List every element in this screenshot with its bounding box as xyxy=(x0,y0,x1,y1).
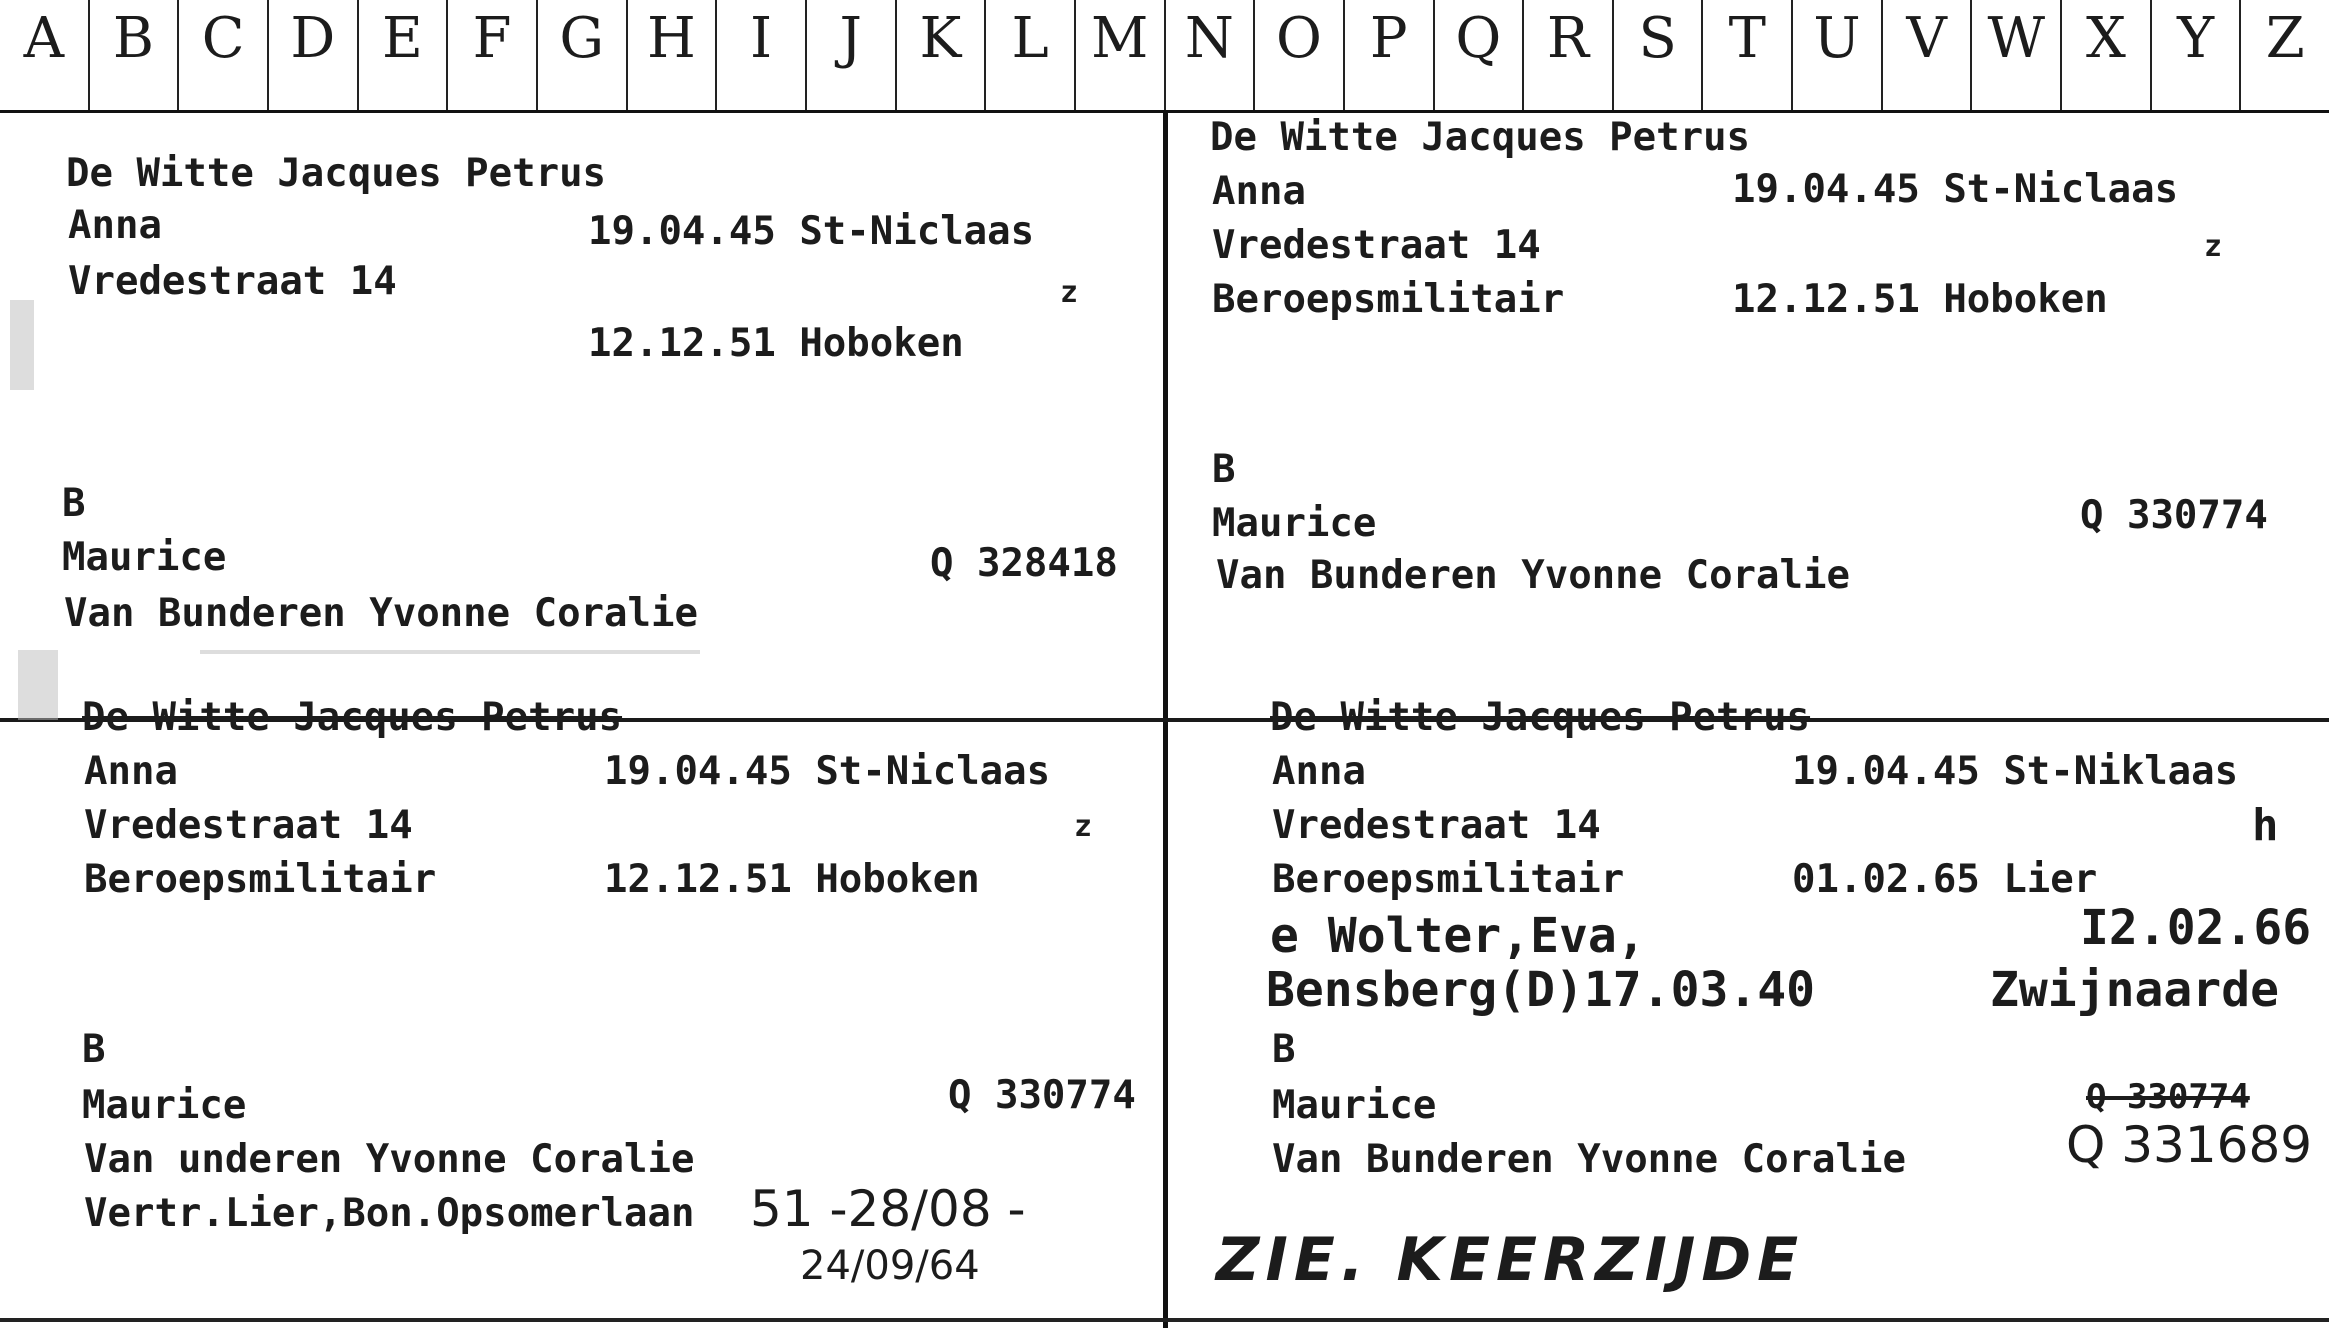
alphabet-letter-k: K xyxy=(895,0,985,110)
card-section: B xyxy=(82,1027,106,1072)
alphabet-letter-r: R xyxy=(1522,0,1612,110)
scan-smudge xyxy=(18,650,58,720)
card-name: De Witte Jacques Petrus xyxy=(1210,115,1751,160)
alphabet-letter-q: Q xyxy=(1433,0,1523,110)
card-ref-old: Q 330774 xyxy=(2086,1077,2250,1117)
card-departure-date: 24/09/64 xyxy=(800,1243,980,1289)
card-firstname: Anna xyxy=(68,203,162,248)
card-section: B xyxy=(1212,447,1236,492)
alphabet-index xyxy=(0,0,2329,113)
alphabet-letter-l: L xyxy=(984,0,1074,110)
scan-smudge xyxy=(200,650,700,654)
alphabet-letter-z: Z xyxy=(2239,0,2329,110)
alphabet-letter-t: T xyxy=(1701,0,1791,110)
card-father: Maurice xyxy=(82,1083,247,1128)
card-firstname: Anna xyxy=(1272,749,1366,794)
card-spouse: e Wolter,Eva, xyxy=(1270,908,1646,964)
card-section: B xyxy=(1272,1027,1296,1072)
card-entry: 12.12.51 Hoboken xyxy=(588,321,964,366)
card-name: De Witte Jacques Petrus xyxy=(82,695,623,740)
alphabet-letter-a: A xyxy=(23,6,65,71)
card-birth: 19.04.45 St-Niclaas xyxy=(604,749,1051,794)
card-profession: Beroepsmilitair xyxy=(1212,277,1565,322)
card-mother: Van Bunderen Yvonne Coralie xyxy=(64,591,698,636)
card-marker: z xyxy=(1074,809,1093,844)
card-mother: Van underen Yvonne Coralie xyxy=(84,1137,695,1182)
alphabet-letter-j: J xyxy=(805,0,895,110)
card-profession: Beroepsmilitair xyxy=(84,857,437,902)
card-ref: Q 331689 xyxy=(2066,1116,2313,1174)
alphabet-letter-m: M xyxy=(1074,0,1164,110)
card-marker: h xyxy=(2252,800,2279,851)
card-name: De Witte Jacques Petrus xyxy=(1270,695,1811,740)
card-address: Vredestraat 14 xyxy=(84,803,413,848)
card-father: Maurice xyxy=(1212,501,1377,546)
alphabet-letter-u: U xyxy=(1791,0,1881,110)
alphabet-letter-n: N xyxy=(1164,0,1254,110)
card-departure: Vertr.Lier,Bon.Opsomerlaan xyxy=(84,1191,695,1236)
card-spouse-place: Zwijnaarde xyxy=(1990,962,2279,1018)
card-entry: 01.02.65 Lier xyxy=(1792,857,2098,902)
card-firstname: Anna xyxy=(84,749,178,794)
alphabet-letter-x: X xyxy=(2060,0,2150,110)
card-birth: 19.04.45 St-Niklaas xyxy=(1792,749,2239,794)
card-birth: 19.04.45 St-Niclaas xyxy=(588,209,1035,254)
card-entry: 12.12.51 Hoboken xyxy=(604,857,980,902)
card-father: Maurice xyxy=(1272,1083,1437,1128)
card-spouse-date: I2.02.66 xyxy=(2080,900,2312,956)
card-entry: 12.12.51 Hoboken xyxy=(1732,277,2108,322)
card-marker: z xyxy=(1060,275,1079,310)
card-firstname: Anna xyxy=(1212,169,1306,214)
card-ref: Q 330774 xyxy=(2080,493,2268,538)
alphabet-letter-o: O xyxy=(1253,0,1343,110)
card-spouse-birth: Bensberg(D)17.03.40 xyxy=(1266,962,1816,1018)
alphabet-letter-w: W xyxy=(1970,0,2060,110)
card-mother: Van Bunderen Yvonne Coralie xyxy=(1216,553,1850,598)
card-address: Vredestraat 14 xyxy=(1272,803,1601,848)
card-note: ZIE. KEERZIJDE xyxy=(1216,1225,1805,1295)
card-ref: Q 328418 xyxy=(930,541,1118,586)
card-ref: Q 330774 xyxy=(948,1073,1136,1118)
card-father: Maurice xyxy=(62,535,227,580)
card-birth: 19.04.45 St-Niclaas xyxy=(1732,167,2179,212)
alphabet-letter-e: E xyxy=(357,0,447,110)
alphabet-letter-f: F xyxy=(446,0,536,110)
alphabet-letter-i: I xyxy=(715,0,805,110)
card-profession: Beroepsmilitair xyxy=(1272,857,1625,902)
card-mother: Van Bunderen Yvonne Coralie xyxy=(1272,1137,1906,1182)
scan-smudge xyxy=(10,300,34,390)
alphabet-letter-c: C xyxy=(177,0,267,110)
card-address: Vredestraat 14 xyxy=(68,259,397,304)
bottom-divider xyxy=(0,1318,2329,1322)
card-address: Vredestraat 14 xyxy=(1212,223,1541,268)
card-name: De Witte Jacques Petrus xyxy=(66,151,607,196)
card-departure-hand: 51 -28/08 - xyxy=(750,1180,1026,1238)
alphabet-letter-y: Y xyxy=(2150,0,2240,110)
alphabet-letter-d: D xyxy=(267,0,357,110)
alphabet-letter-h: H xyxy=(626,0,716,110)
card-marker: z xyxy=(2204,229,2223,264)
alphabet-letter-b: B xyxy=(88,0,178,110)
alphabet-letter-v: V xyxy=(1881,0,1971,110)
card-section: B xyxy=(62,481,86,526)
alphabet-letter-s: S xyxy=(1612,0,1702,110)
alphabet-letter-p: P xyxy=(1343,0,1433,110)
alphabet-letter-g: G xyxy=(536,0,626,110)
